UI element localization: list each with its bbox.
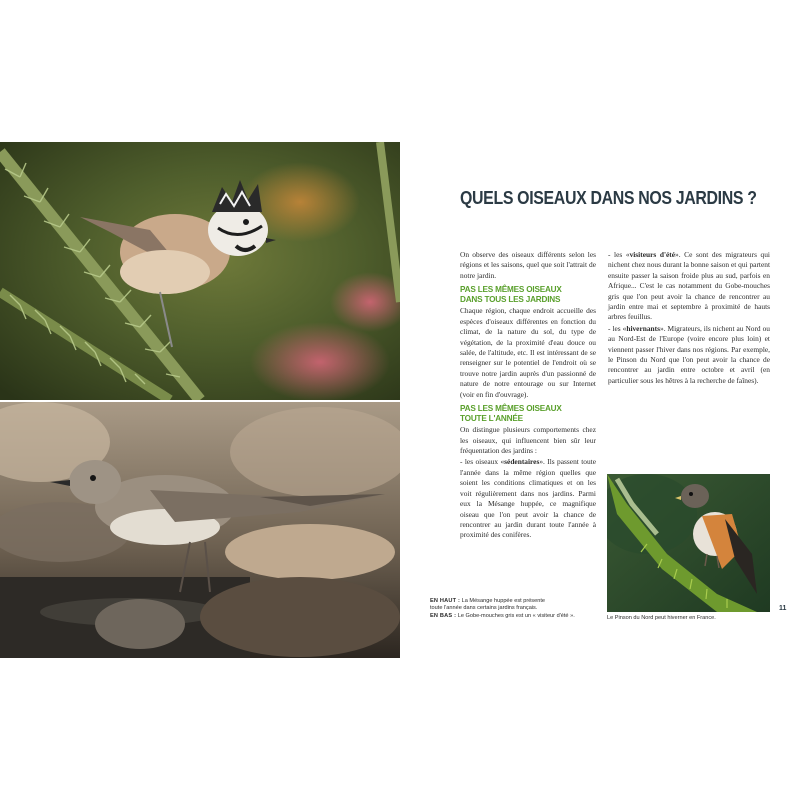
hivernants-paragraph bbox=[608, 324, 770, 386]
text-column-left bbox=[460, 250, 596, 542]
intro-paragraph: On observe des oiseaux différents selon les régions et les saisons, quel que soit l'attrait de notre jardin. bbox=[460, 250, 596, 280]
text-column-right bbox=[608, 250, 770, 387]
section1-heading-line1: PAS LES MÊMES OISEAUX bbox=[460, 285, 562, 295]
sedentaires-paragraph bbox=[460, 457, 596, 540]
ete-term: visiteurs d'été bbox=[629, 250, 676, 259]
page-title: QUELS OISEAUX DANS NOS JARDINS ? bbox=[460, 187, 757, 208]
caption-brambling: Le Pinson du Nord peut hiverner en France. bbox=[607, 615, 716, 621]
ete-text: ». Ce sont des migrateurs qui nichent chez nous durant la bonne saison et qui partent ensuite passer la saison froide plus au sud, parfois en Afrique... C'est le cas notamment du Gobe-mouches gris que l'on peut avoir la chance de rencontrer au jardin entre mai et septembre à proximité de hauts arbres feuillus. bbox=[608, 250, 770, 322]
caption-bottom-label: EN BAS : bbox=[430, 612, 457, 619]
section1-heading-line2: DANS TOUS LES JARDINS bbox=[460, 294, 561, 304]
caption-bottom-line bbox=[430, 613, 600, 620]
sedentaires-text: ». Ils passent toute l'année dans la même région quelles que soient les conditions climatiques et on les voit régulièrement dans nos jardins. Parmi eux la Mésange huppée, ce magnifique oiseau que l'on peut avoir la chance de rencontrer au jardin durant toute l'année à proximité des conifères. bbox=[460, 457, 596, 540]
flycatcher-photo bbox=[0, 402, 400, 658]
sedentaires-prefix: - les oiseaux « bbox=[460, 457, 505, 467]
section1-body: Chaque région, chaque endroit accueille des espèces d'oiseaux différentes en fonction du climat, de la nature du sol, du type de végétation, de la proximité d'eau douce ou salée, de l'altitude, etc. Il est intéressant de se renseigner sur le potentiel de l'endroit où se trouve notre jardin auprès d'un passionné de nature de notre entourage ou sur Internet (voir en fin d'ouvrage). bbox=[460, 306, 596, 399]
caption-bottom-text: Le Gobe-mouches gris est un « visiteur d'été ». bbox=[457, 612, 575, 619]
hivernants-prefix: - les « bbox=[608, 323, 627, 333]
sedentaires-term: sédentaires bbox=[504, 457, 540, 467]
ete-paragraph bbox=[608, 250, 770, 323]
section1-heading bbox=[460, 285, 596, 304]
page-number: 11 bbox=[779, 605, 787, 612]
section2-body: On distingue plusieurs comportements chez les oiseaux, qui influencent bien sûr leur fréquentation des jardins : bbox=[460, 425, 596, 456]
caption-left-photos bbox=[430, 598, 600, 620]
hivernants-term: hivernants bbox=[626, 323, 661, 333]
section2-heading-line1: PAS LES MÊMES OISEAUX bbox=[460, 404, 562, 414]
hivernants-text: ». Migrateurs, ils nichent au Nord ou au Nord-Est de l'Europe (voire encore plus loin) et viennent passer l'hiver dans nos régions. Par exemple, le Pinson du Nord que l'on peut avoir la chance de rencontrer au jardin entre octobre et avril (en particulier sous les hêtres à la recherche de faînes). bbox=[608, 323, 770, 385]
ete-prefix: - les « bbox=[608, 250, 630, 259]
caption-top-text: La Mésange huppée est présente bbox=[461, 598, 545, 604]
section2-heading bbox=[460, 404, 596, 423]
section2-heading-line2: TOUTE L'ANNÉE bbox=[460, 413, 523, 423]
caption-top-line1 bbox=[430, 598, 600, 605]
caption-top-label: EN HAUT : bbox=[430, 598, 461, 604]
crested-tit-photo bbox=[0, 142, 400, 400]
caption-top-line2: toute l'année dans certains jardins français. bbox=[430, 605, 538, 612]
brambling-photo bbox=[607, 474, 770, 612]
